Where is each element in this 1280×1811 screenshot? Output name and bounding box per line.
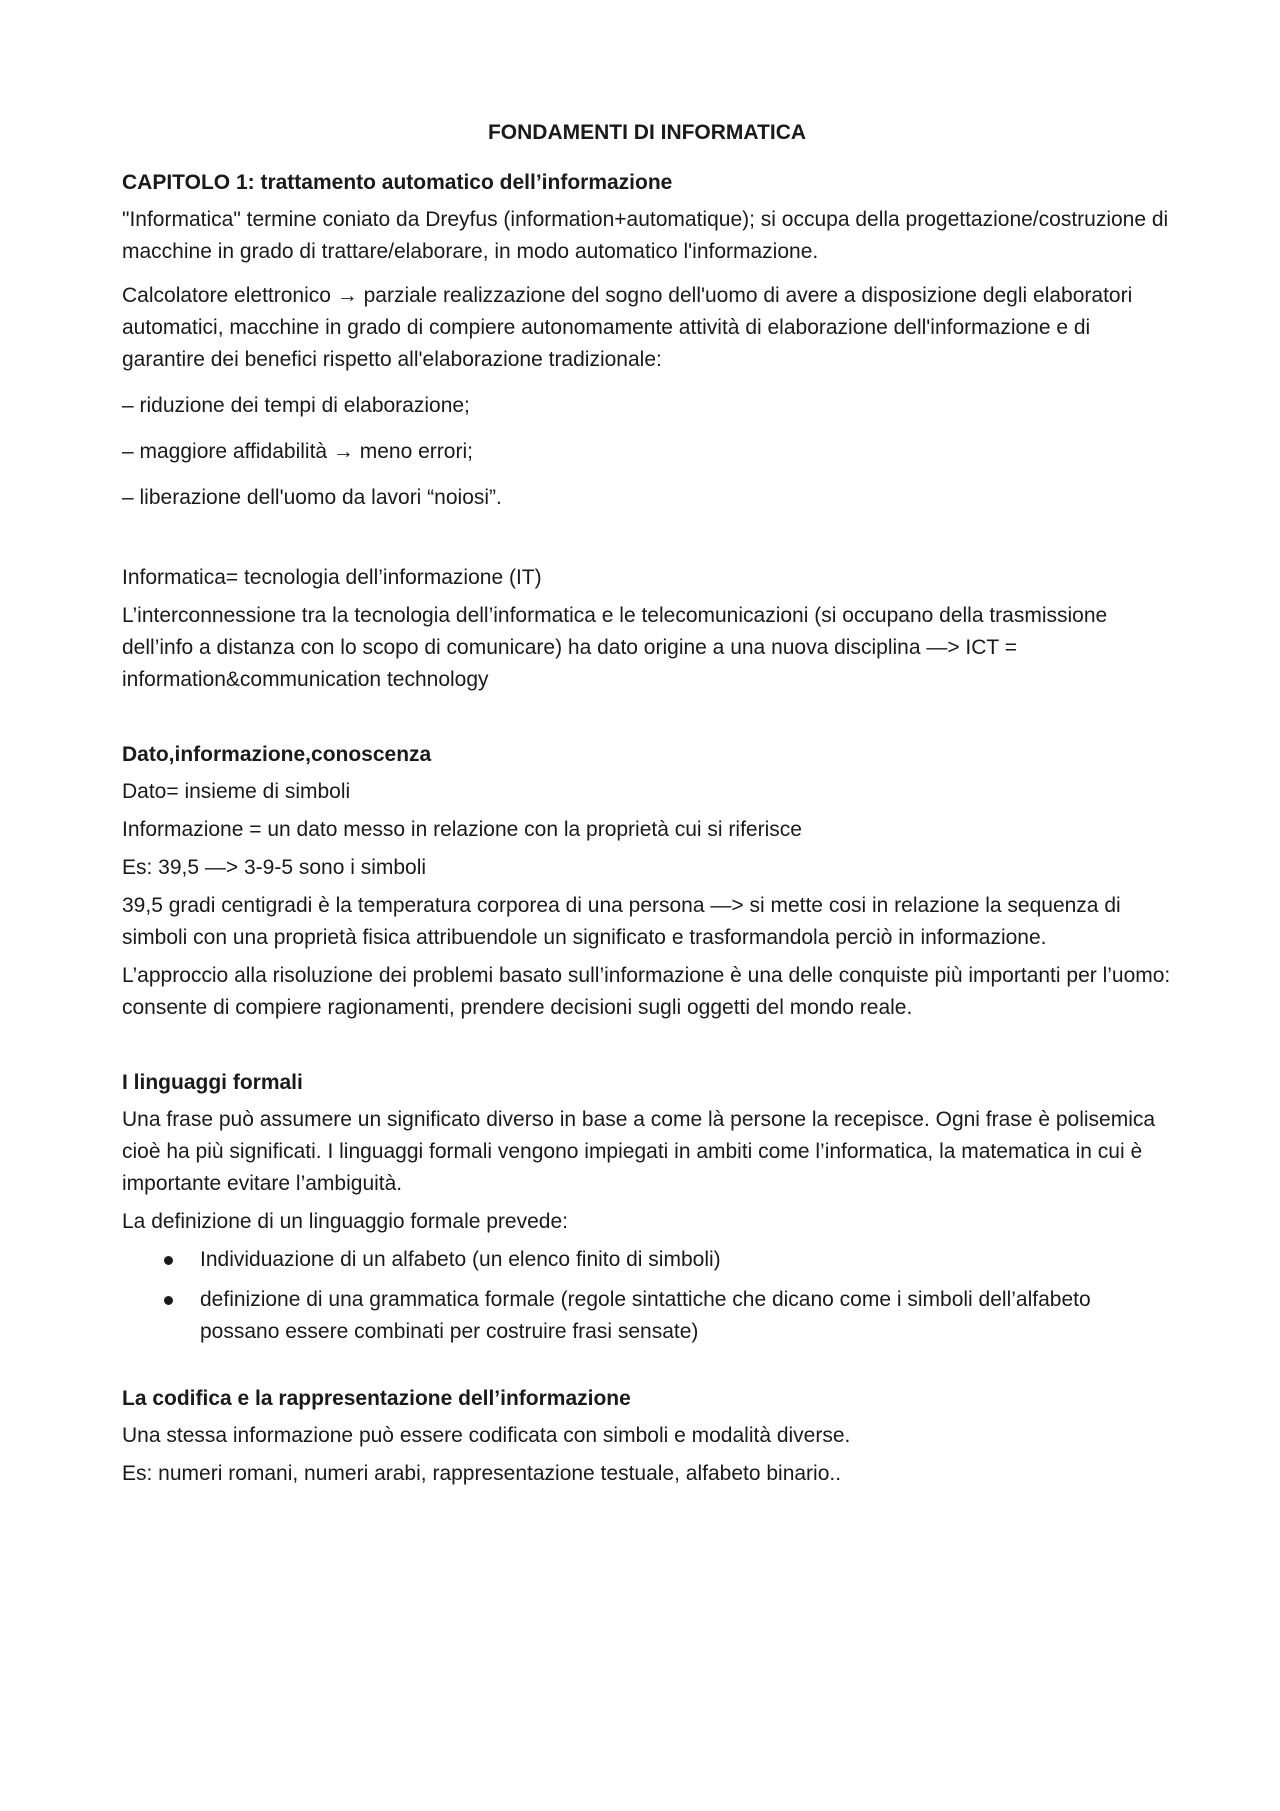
spacer	[122, 528, 1172, 562]
paragraph: 39,5 gradi centigradi è la temperatura corporea di una persona —> si mette cosi in relazione la sequenza di simboli con una proprietà fisica attribuendole un significato e trasformandola perciò in informazione.	[122, 894, 1121, 949]
dash-list-item: – liberazione dell'uomo da lavori “noiosi”.	[122, 486, 502, 509]
paragraph: Es: numeri romani, numeri arabi, rappresentazione testuale, alfabeto binario..	[122, 1462, 842, 1485]
chapter-heading: CAPITOLO 1: trattamento automatico dell’informazione	[122, 171, 673, 194]
bullet-icon	[164, 1256, 173, 1265]
spacer	[122, 1360, 1172, 1386]
spacer	[122, 708, 1172, 742]
paragraph: Informatica= tecnologia dell’informazione (IT)	[122, 566, 542, 589]
bullet-item	[122, 1244, 1172, 1276]
paragraph: Informazione = un dato messo in relazione con la proprietà cui si riferisce	[122, 818, 802, 841]
bullet-item	[122, 1284, 1172, 1348]
bullet-text: Individuazione di un alfabeto (un elenco finito di simboli)	[200, 1248, 721, 1271]
paragraph: L’approccio alla risoluzione dei problemi basato sull’informazione è una delle conquiste più importanti per l’uomo: consente di compiere ragionamenti, prendere decisioni sugli oggetti del mondo reale.	[122, 964, 1171, 1019]
bullet-text: definizione di una grammatica formale (regole sintattiche che dicano come i simboli dell’alfabeto possano essere combinati per costruire frasi sensate)	[200, 1288, 1091, 1343]
section-heading-codifica: La codifica e la rappresentazione dell’informazione	[122, 1387, 631, 1410]
bullet-icon	[164, 1296, 173, 1305]
paragraph: Es: 39,5 —> 3-9-5 sono i simboli	[122, 856, 427, 879]
bullet-list	[122, 1244, 1172, 1348]
dash-list-item: – riduzione dei tempi di elaborazione;	[122, 394, 470, 417]
dash-list-item: – maggiore affidabilità → meno errori;	[122, 440, 473, 463]
paragraph: Calcolatore elettronico → parziale realizzazione del sogno dell'uomo di avere a disposizione degli elaboratori automatici, macchine in grado di compiere autonomamente attività di elaborazione dell'informazione e di garantire dei benefici rispetto all'elaborazione tradizionale:	[122, 284, 1133, 371]
section-heading-dato: Dato,informazione,conoscenza	[122, 743, 432, 766]
paragraph: Una stessa informazione può essere codificata con simboli e modalità diverse.	[122, 1424, 851, 1447]
paragraph: Dato= insieme di simboli	[122, 780, 351, 803]
section-heading-linguaggi: I linguaggi formali	[122, 1071, 303, 1094]
paragraph: "Informatica" termine coniato da Dreyfus (information+automatique); si occupa della progettazione/costruzione di macchine in grado di trattare/elaborare, in modo automatico l'informazione.	[122, 208, 1169, 263]
document-title: FONDAMENTI DI INFORMATICA	[487, 121, 807, 144]
spacer	[122, 1036, 1172, 1070]
paragraph: Una frase può assumere un significato diverso in base a come là persone la recepisce. Ogni frase è polisemica cioè ha più significati. I linguaggi formali vengono impiegati in ambiti come l’informatica, la matematica in cui è importante evitare l’ambiguità.	[122, 1108, 1156, 1195]
paragraph: L’interconnessione tra la tecnologia dell’informatica e le telecomunicazioni (si occupano della trasmissione dell’info a distanza con lo scopo di comunicare) ha dato origine a una nuova disciplina —> ICT = information&communication technology	[122, 604, 1108, 691]
document-body	[122, 120, 1172, 1502]
paragraph: La definizione di un linguaggio formale prevede:	[122, 1210, 568, 1233]
